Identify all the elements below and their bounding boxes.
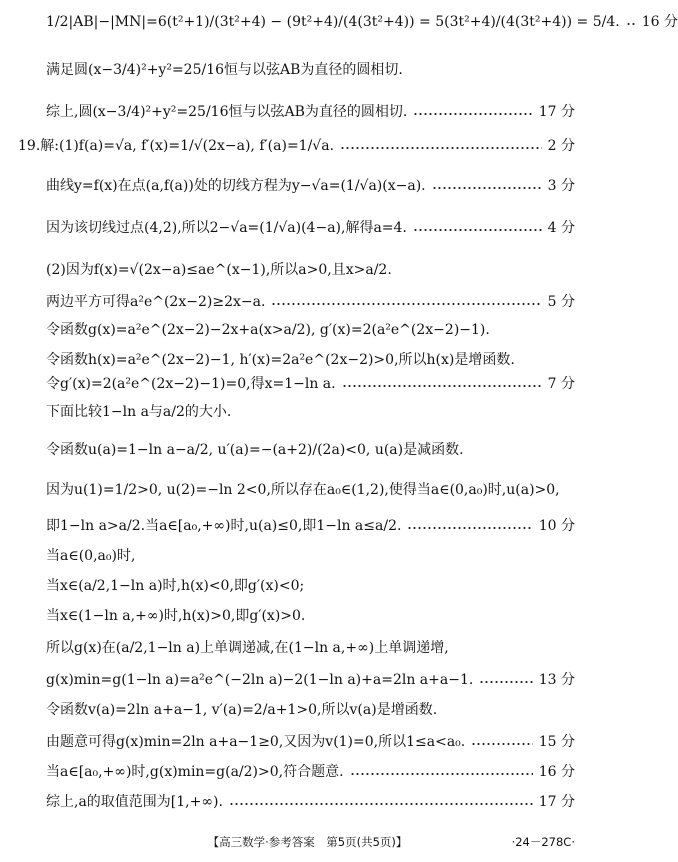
line-text: 当x∈(a/2,1−ln a)时,h(x)<0,即g′(x)<0; [46, 578, 305, 594]
line-6 [46, 220, 575, 236]
line-text: 综上,圆(x−3/4)²+y²=25/16恒与以弦AB为直径的圆相切. [46, 104, 408, 120]
leader-dots [271, 302, 541, 306]
leader-dots [413, 228, 542, 232]
line-24 [46, 794, 575, 810]
leader-dots [340, 146, 542, 150]
line-11 [46, 376, 575, 392]
line-18 [46, 608, 575, 624]
line-17 [46, 578, 575, 594]
score-label: 4 分 [547, 220, 575, 236]
line-text: 当x∈(1−ln a,+∞)时,h(x)>0,即g′(x)>0. [46, 608, 306, 624]
leader-dots [626, 22, 636, 26]
line-text: 由题意可得g(x)min=2ln a+a−1≥0,又因为v(1)=0,所以1≤a<a₀. [46, 734, 466, 750]
line-2 [46, 62, 575, 78]
line-1 [46, 14, 678, 30]
line-text: 曲线y=f(x)在点(a,f(a))处的切线方程为y−√a=(1/√a)(x−a). [46, 178, 426, 194]
score-label: 16 分 [641, 14, 678, 30]
page-footer [0, 832, 615, 852]
line-19 [46, 640, 575, 656]
line-21 [46, 702, 575, 718]
line-15 [46, 518, 575, 534]
score-label: 7 分 [547, 376, 575, 392]
line-text: 两边平方可得a²e^(2x−2)≥2x−a. [46, 294, 266, 310]
line-text: 令函数v(a)=2ln a+a−1, v′(a)=2/a+1>0,所以v(a)是增函数. [46, 702, 438, 718]
leader-dots [471, 742, 533, 746]
line-9 [46, 322, 575, 338]
line-text: 综上,a的取值范围为[1,+∞). [46, 794, 223, 810]
score-label: 15 分 [538, 734, 575, 750]
score-label: 3 分 [547, 178, 575, 194]
score-label: 2 分 [547, 138, 575, 154]
line-3 [46, 104, 575, 120]
line-text: 令函数h(x)=a²e^(2x−2)−1, h′(x)=2a²e^(2x−2)>0,所以h(x)是增函数. [46, 352, 515, 368]
line-text: 下面比较1−ln a与a/2的大小. [46, 404, 232, 420]
line-13 [46, 442, 575, 458]
footer-title: 【高三数学·参考答案 第5页(共5页)】 [207, 835, 408, 849]
line-text: 1/2|AB|−|MN|=6(t²+1)/(3t²+4) − (9t²+4)/(4(3t²+4)) = 5(3t²+4)/(4(3t²+4)) = 5/4. [46, 14, 620, 30]
line-text: 所以g(x)在(a/2,1−ln a)上单调递减,在(1−ln a,+∞)上单调递增, [46, 640, 449, 656]
line-22 [46, 734, 575, 750]
line-14 [46, 482, 575, 498]
line-text: 19.解:(1)f(a)=√a, f′(x)=1/√(2x−a), f′(a)=1/√a. [18, 138, 335, 154]
score-label: 13 分 [538, 672, 575, 688]
score-label: 16 分 [538, 764, 575, 780]
line-text: 即1−ln a>a/2.当a∈[a₀,+∞)时,u(a)≤0,即1−ln a≤a/2. [46, 518, 402, 534]
line-text: 满足圆(x−3/4)²+y²=25/16恒与以弦AB为直径的圆相切. [46, 62, 403, 78]
leader-dots [413, 112, 532, 116]
leader-dots [407, 526, 532, 530]
line-7 [46, 262, 575, 278]
line-8 [46, 294, 575, 310]
score-label: 10 分 [538, 518, 575, 534]
leader-dots [479, 680, 532, 684]
line-text: g(x)min=g(1−ln a)=a²e^(−2ln a)−2(1−ln a)+a=2ln a+a−1. [46, 672, 474, 688]
leader-dots [350, 772, 533, 776]
line-12 [46, 404, 575, 420]
line-text: 当a∈(0,a₀)时, [46, 548, 136, 564]
leader-dots [432, 186, 542, 190]
score-label: 17 分 [538, 104, 575, 120]
line-text: 因为u(1)=1/2>0, u(2)=−ln 2<0,所以存在a₀∈(1,2),使得当a∈(0,a₀)时,u(a)>0, [46, 482, 560, 498]
line-text: (2)因为f(x)=√(2x−a)≤ae^(x−1),所以a>0,且x>a/2. [46, 262, 392, 278]
score-label: 5 分 [547, 294, 575, 310]
line-text: 令函数g(x)=a²e^(2x−2)−2x+a(x>a/2), g′(x)=2(a²e^(2x−2)−1). [46, 322, 490, 338]
line-20 [46, 672, 575, 688]
line-5 [46, 178, 575, 194]
leader-dots [342, 384, 542, 388]
score-label: 17 分 [538, 794, 575, 810]
line-10 [46, 352, 575, 368]
line-text: 令g′(x)=2(a²e^(2x−2)−1)=0,得x=1−ln a. [46, 376, 336, 392]
line-16 [46, 548, 575, 564]
line-text: 令函数u(a)=1−ln a−a/2, u′(a)=−(a+2)/(2a)<0, u(a)是减函数. [46, 442, 464, 458]
line-4 [18, 138, 575, 154]
line-23 [46, 764, 575, 780]
footer-code: ·24－278C· [511, 835, 575, 849]
line-text: 当a∈[a₀,+∞)时,g(x)min=g(a/2)>0,符合题意. [46, 764, 344, 780]
line-text: 因为该切线过点(4,2),所以2−√a=(1/√a)(4−a),解得a=4. [46, 220, 407, 236]
leader-dots [229, 802, 533, 806]
